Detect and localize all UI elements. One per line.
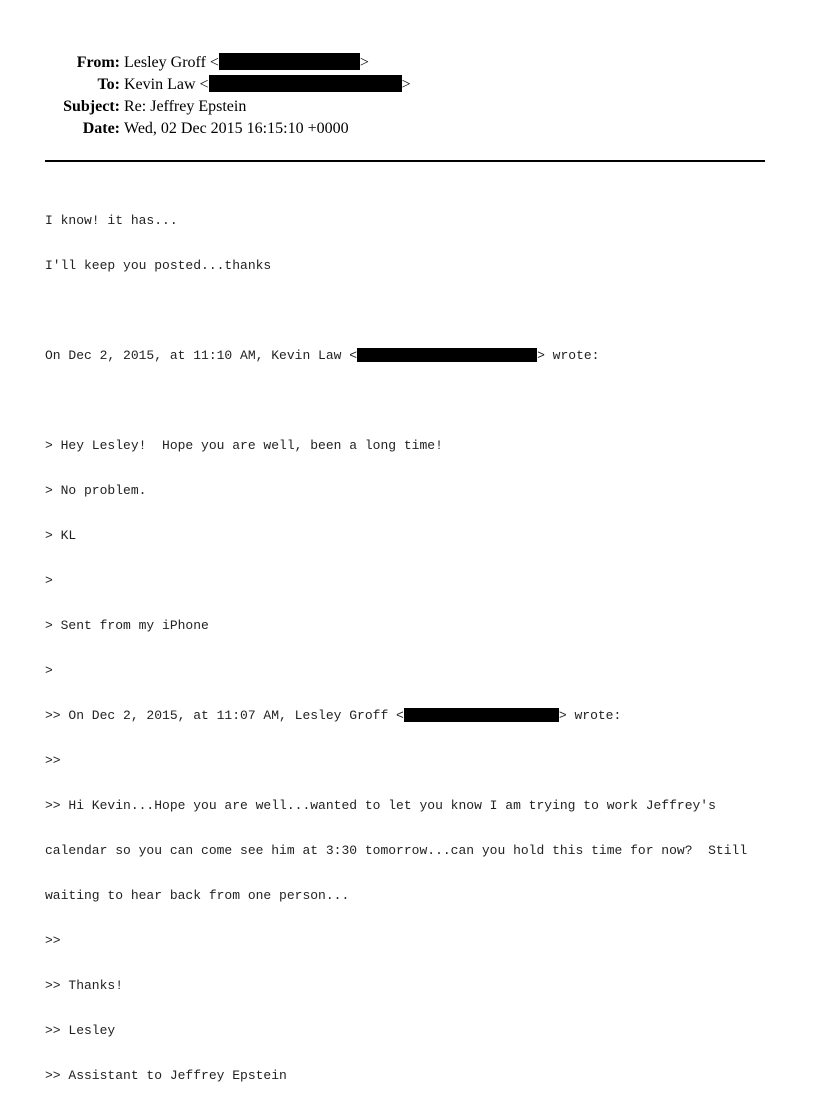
- attribution-text: On Dec 2, 2015, at 11:10 AM, Kevin Law <: [45, 348, 358, 363]
- quoted-line: >>: [45, 933, 61, 948]
- body-line: [45, 393, 775, 408]
- quoted-line: >>: [45, 753, 61, 768]
- from-name: Lesley Groff <: [124, 54, 219, 71]
- quoted-line: >: [45, 573, 53, 588]
- quote-attribution: [45, 708, 775, 723]
- to-value: [124, 74, 411, 96]
- quote-attribution: [45, 348, 775, 363]
- quoted-line: >: [45, 663, 53, 678]
- quoted-line: > Sent from my iPhone: [45, 618, 209, 633]
- quoted-line: > No problem.: [45, 483, 147, 498]
- redaction-box: [209, 75, 402, 92]
- attribution-end: > wrote:: [558, 708, 622, 723]
- quoted-line: > KL: [45, 528, 77, 543]
- quoted-line: >> Lesley: [45, 1023, 116, 1038]
- from-row: [0, 52, 816, 74]
- from-label: From:: [76, 54, 120, 71]
- redaction-box: [219, 53, 360, 70]
- from-close: >: [359, 54, 369, 71]
- to-close: >: [401, 76, 411, 93]
- date-label: Date:: [82, 120, 120, 137]
- body-line: [45, 303, 775, 318]
- redaction-box: [404, 708, 559, 722]
- header-divider: [45, 160, 765, 162]
- subject-value: Re: Jeffrey Epstein: [124, 98, 247, 115]
- quoted-line: waiting to hear back from one person...: [45, 888, 350, 903]
- date-row: [0, 118, 816, 140]
- quoted-line: calendar so you can come see him at 3:30 tomorrow...can you hold this time for now? Still: [45, 843, 748, 858]
- quoted-line: > Hey Lesley! Hope you are well, been a long time!: [45, 438, 443, 453]
- body-line: I know! it has...: [45, 213, 178, 228]
- from-value: [124, 52, 369, 74]
- quoted-line: >> Hi Kevin...Hope you are well...wanted to let you know I am trying to work Jeffrey's: [45, 798, 716, 813]
- email-body: [45, 183, 775, 1098]
- quoted-line: >> Thanks!: [45, 978, 124, 993]
- attribution-end: > wrote:: [537, 348, 600, 363]
- subject-row: [0, 96, 816, 118]
- body-line: I'll keep you posted...thanks: [45, 258, 272, 273]
- to-label: To:: [97, 76, 120, 93]
- email-header: [0, 52, 816, 140]
- redaction-box: [357, 348, 537, 362]
- to-name: Kevin Law <: [124, 76, 209, 93]
- date-value: Wed, 02 Dec 2015 16:15:10 +0000: [124, 120, 349, 137]
- attribution-text: >> On Dec 2, 2015, at 11:07 AM, Lesley Groff <: [45, 708, 404, 723]
- quoted-line: >> Assistant to Jeffrey Epstein: [45, 1068, 287, 1083]
- to-row: [0, 74, 816, 96]
- subject-label: Subject:: [63, 98, 120, 115]
